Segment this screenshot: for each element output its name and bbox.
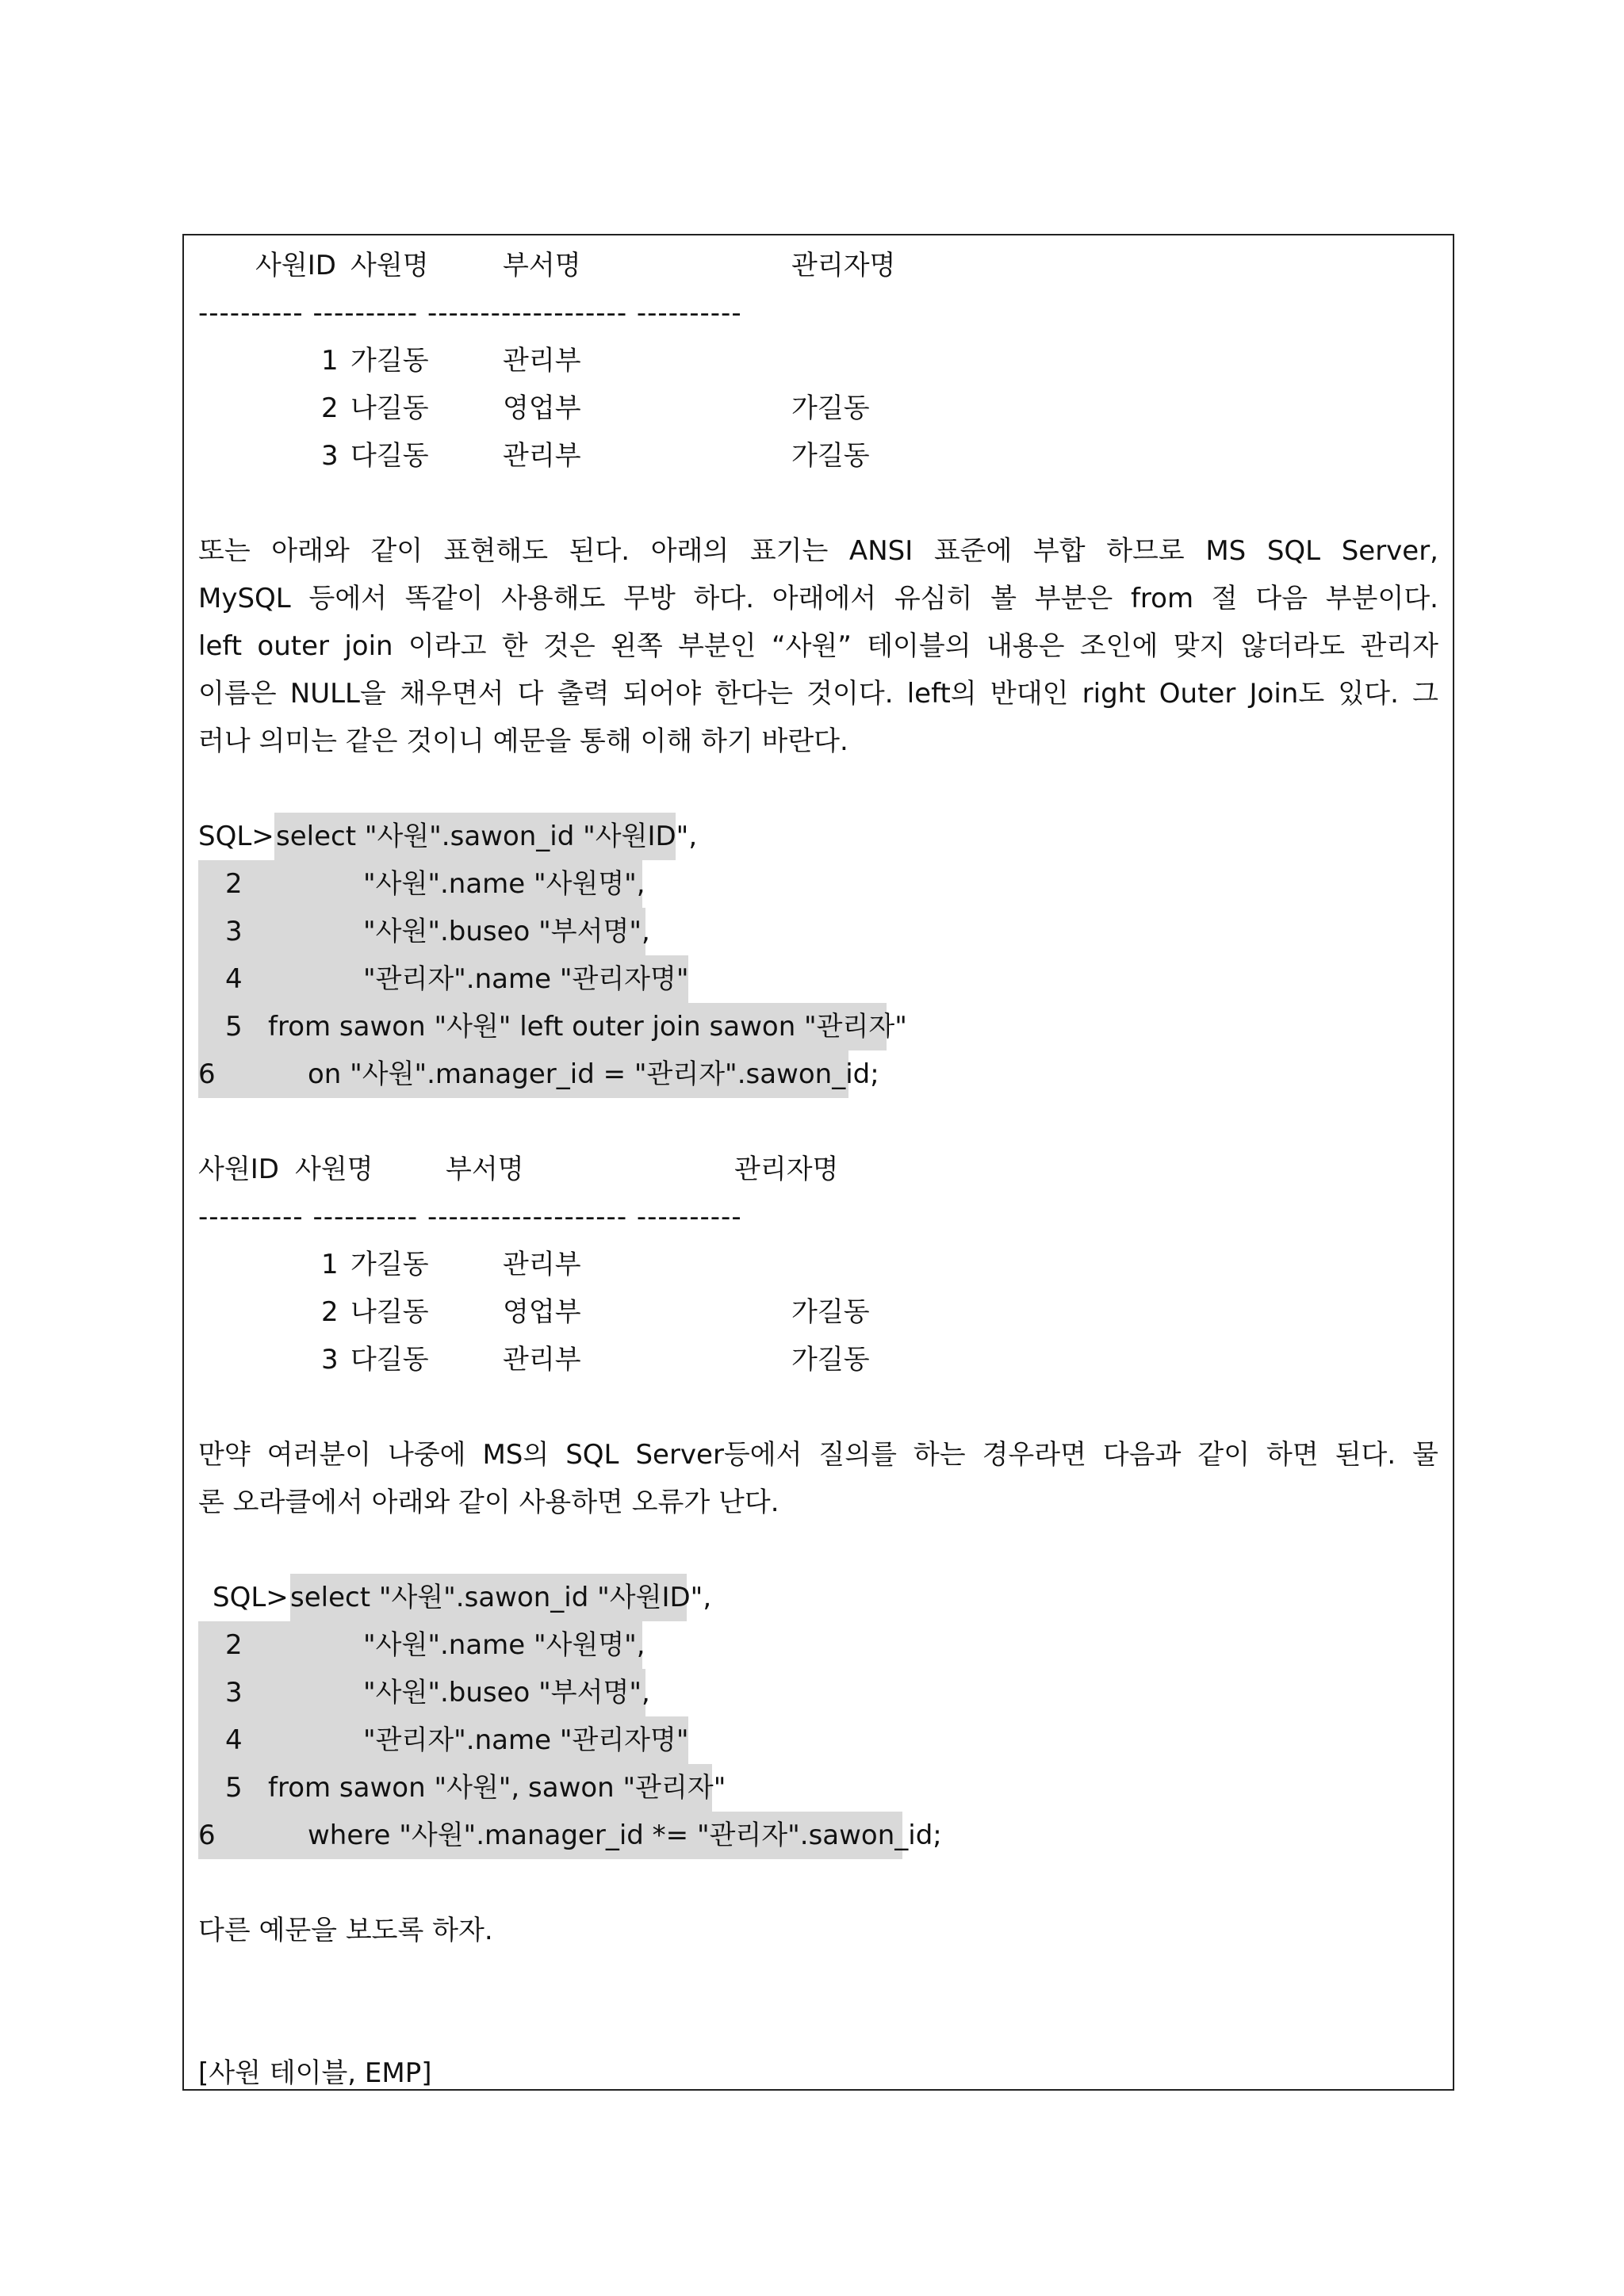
row-dept: 관리부 xyxy=(503,1249,581,1280)
row-id: 2 xyxy=(321,1296,339,1328)
sql-prompt: SQL> xyxy=(198,821,274,852)
sql-code-line: from sawon "사원", sawon "관리자" xyxy=(268,1772,726,1804)
line-number: 4 xyxy=(225,963,243,995)
sql-code-line: on "사원".manager_id = "관리자".sawon_id; xyxy=(308,1058,879,1090)
row-manager: 가길동 xyxy=(791,392,870,424)
row-id: 1 xyxy=(321,345,339,377)
sql-code-line: "사원".name "사원명", xyxy=(363,1629,645,1661)
paragraph-sql-server xyxy=(198,1431,1438,1526)
paragraph-line: MySQL 등에서 똑같이 사용해도 무방 하다. 아래에서 유심히 볼 부분은 from 절 다음 부분이다. xyxy=(198,583,1438,614)
table-divider: ---------- ---------- ------------------- ---------- xyxy=(198,297,742,329)
row-name: 다길동 xyxy=(350,1344,429,1376)
sql-prompt: SQL> xyxy=(213,1582,289,1613)
row-id: 3 xyxy=(321,1344,339,1376)
paragraph-ansi-join xyxy=(198,527,1438,765)
line-number: 2 xyxy=(225,868,243,900)
paragraph-line: 또는 아래와 같이 표현해도 된다. 아래의 표기는 ANSI 표준에 부합 하므로 MS SQL Server, xyxy=(198,535,1438,567)
table-caption: [사원 테이블, EMP] xyxy=(198,2057,432,2089)
line-number: 2 xyxy=(225,1629,243,1661)
paragraph-line: 이름은 NULL을 채우면서 다 출력 되어야 한다는 것이다. left의 반대인 right Outer Join도 있다. 그 xyxy=(198,678,1438,710)
row-manager: 가길동 xyxy=(791,440,870,472)
sql-code-line: "사원".buseo "부서명", xyxy=(363,1677,650,1709)
line-number: 3 xyxy=(225,916,243,947)
paragraph-line: left outer join 이라고 한 것은 왼쪽 부분인 “사원” 테이블의 내용은 조인에 맞지 않더라도 관리자 xyxy=(198,630,1438,662)
sql-code-line: "사원".buseo "부서명", xyxy=(363,916,650,947)
row-manager: 가길동 xyxy=(791,1344,870,1376)
paragraph-line: 만약 여러분이 나중에 MS의 SQL Server등에서 질의를 하는 경우라면 다음과 같이 하면 된다. 물 xyxy=(198,1439,1438,1471)
row-dept: 관리부 xyxy=(503,440,581,472)
table-divider: ---------- ---------- ------------------- ---------- xyxy=(198,1201,742,1233)
paragraph-line: 러나 의미는 같은 것이니 예문을 통해 이해 하기 바란다. xyxy=(198,725,848,757)
sql-code-line: "관리자".name "관리자명" xyxy=(363,1724,689,1756)
row-name: 나길동 xyxy=(350,392,429,424)
header-manager: 관리자명 xyxy=(791,250,896,281)
paragraph-next-example: 다른 예문을 보도록 하자. xyxy=(198,1915,493,1946)
sql-code-line: select "사원".sawon_id "사원ID", xyxy=(276,821,698,852)
row-dept: 영업부 xyxy=(503,392,581,424)
header-dept: 부서명 xyxy=(503,250,581,281)
header-dept: 부서명 xyxy=(446,1154,524,1185)
sql-code-line: where "사원".manager_id *= "관리자".sawon_id; xyxy=(308,1820,942,1851)
row-manager: 가길동 xyxy=(791,1296,870,1328)
line-number: 5 xyxy=(225,1772,243,1804)
row-id: 3 xyxy=(321,440,339,472)
row-name: 가길동 xyxy=(350,345,429,377)
sql-code-line: "사원".name "사원명", xyxy=(363,868,645,900)
line-number: 3 xyxy=(225,1677,243,1709)
row-name: 나길동 xyxy=(350,1296,429,1328)
paragraph-line: 론 오라클에서 아래와 같이 사용하면 오류가 난다. xyxy=(198,1487,779,1518)
header-id: 사원ID xyxy=(255,250,336,281)
line-number: 6 xyxy=(198,1820,216,1851)
row-dept: 관리부 xyxy=(503,345,581,377)
row-dept: 영업부 xyxy=(503,1296,581,1328)
header-name: 사원명 xyxy=(295,1154,373,1185)
row-id: 2 xyxy=(321,392,339,424)
sql-code-line: "관리자".name "관리자명" xyxy=(363,963,689,995)
header-id: 사원ID xyxy=(198,1154,279,1185)
row-name: 다길동 xyxy=(350,440,429,472)
row-dept: 관리부 xyxy=(503,1344,581,1376)
row-name: 가길동 xyxy=(350,1249,429,1280)
header-name: 사원명 xyxy=(350,250,429,281)
line-number: 4 xyxy=(225,1724,243,1756)
line-number: 5 xyxy=(225,1011,243,1043)
header-manager: 관리자명 xyxy=(734,1154,839,1185)
line-number: 6 xyxy=(198,1058,216,1090)
sql-code-line: select "사원".sawon_id "사원ID", xyxy=(290,1582,712,1613)
row-id: 1 xyxy=(321,1249,339,1280)
sql-code-line: from sawon "사원" left outer join sawon "관리자" xyxy=(268,1011,907,1043)
